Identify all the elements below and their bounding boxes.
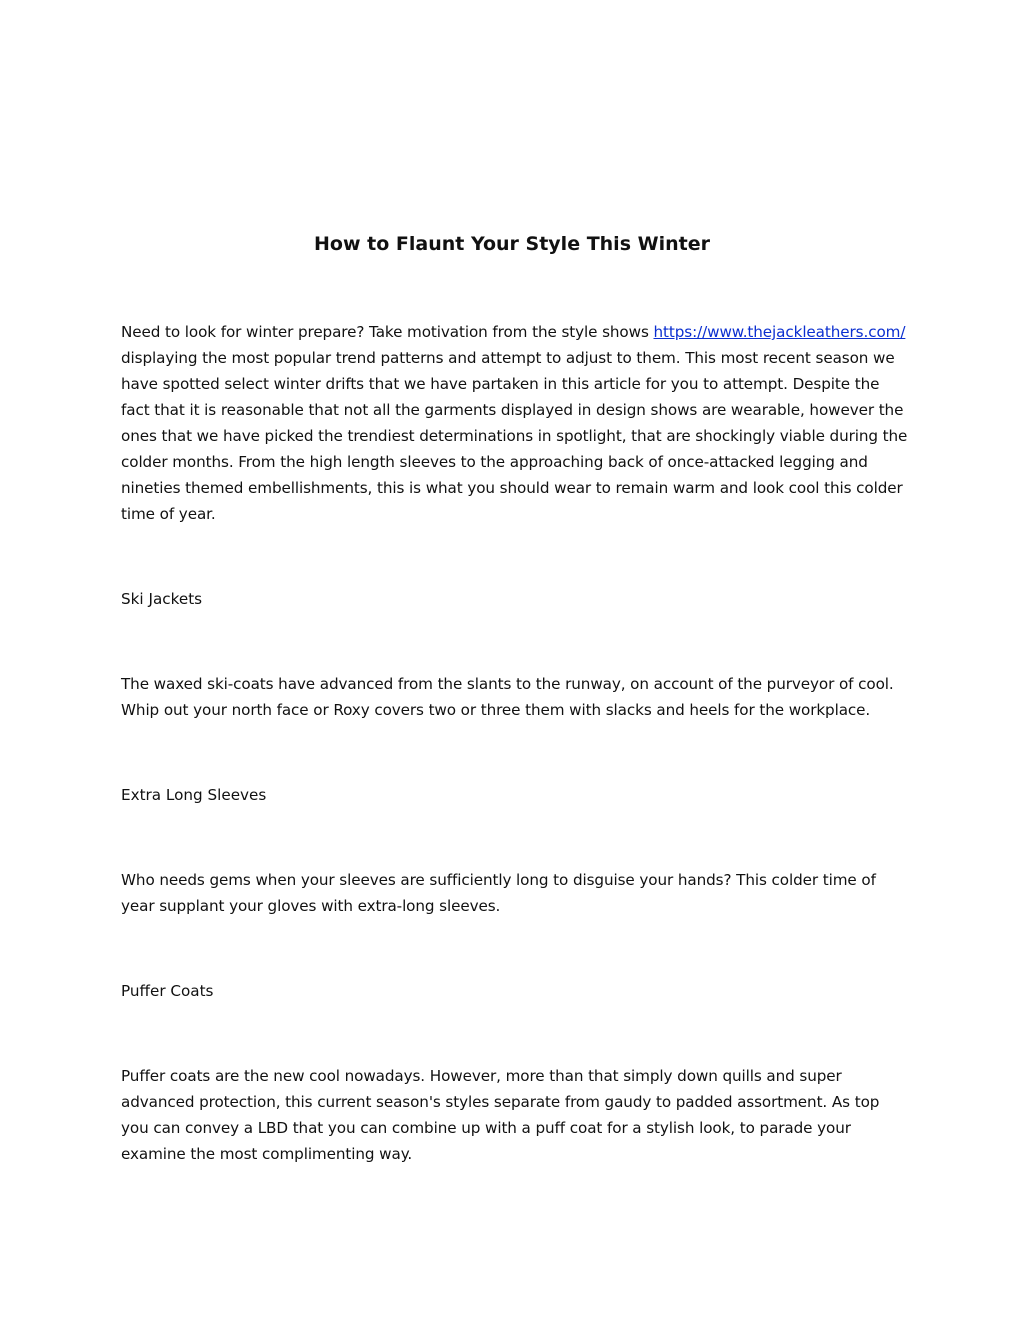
thejackleathers-link[interactable]: https://www.thejackleathers.com/	[653, 323, 906, 341]
intro-text-after-link: displaying the most popular trend patterns and attempt to adjust to them. This most recent season we have spotted select winter drifts that we have partaken in this article for you to attempt. Despite the fact that it is reasonable that not all the garments displayed in design shows are wearable, however the ones that we have picked the trendiest determinations in spotlight, that are shockingly viable during the colder months. From the high length sleeves to the approaching back of once-attacked legging and nineties themed embellishments, this is what you should wear to remain warm and look cool this colder time of year.	[121, 349, 908, 523]
section-heading-puffer-coats: Puffer Coats	[121, 982, 214, 1000]
section-heading-ski-jackets: Ski Jackets	[121, 590, 203, 608]
section-body-puffer-coats: Puffer coats are the new cool nowadays. However, more than that simply down quills and super advanced protection, this current season's styles separate from gaudy to padded assortment. As top you can convey a LBD that you can combine up with a puff coat for a stylish look, to parade your examine the most complimenting way.	[121, 1067, 880, 1163]
intro-paragraph	[121, 319, 911, 527]
section-body-extra-long-sleeves: Who needs gems when your sleeves are sufficiently long to disguise your hands? This colder time of year supplant your gloves with extra-long sleeves.	[121, 871, 876, 915]
page-title: How to Flaunt Your Style This Winter	[314, 233, 710, 255]
section-body-ski-jackets: The waxed ski-coats have advanced from the slants to the runway, on account of the purveyor of cool. Whip out your north face or Roxy covers two or three them with slacks and heels for the workplace.	[121, 675, 894, 719]
intro-text-before-link: Need to look for winter prepare? Take motivation from the style shows	[121, 323, 654, 341]
section-heading-extra-long-sleeves: Extra Long Sleeves	[121, 786, 267, 804]
